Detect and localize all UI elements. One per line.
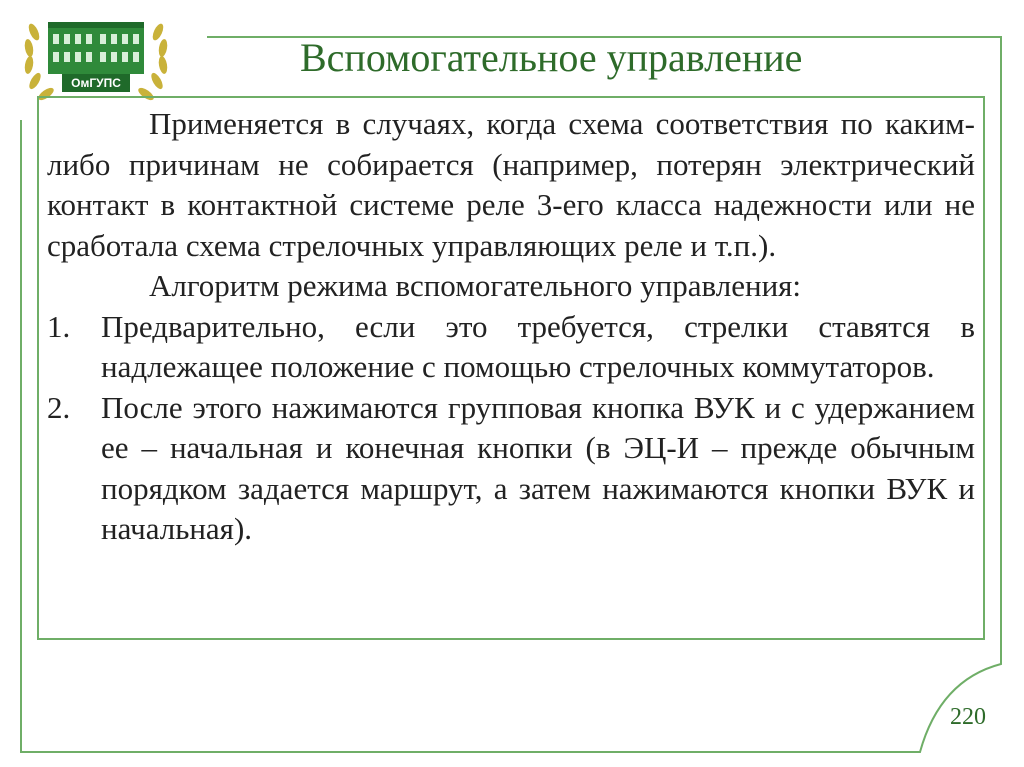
step-number: 2.: [47, 389, 71, 425]
algorithm-heading: Алгоритм режима вспомогательного управления:: [149, 268, 802, 303]
list-item: [47, 307, 975, 388]
page-number: 220: [950, 704, 986, 730]
algorithm-steps: [47, 307, 975, 550]
step-number: 1.: [47, 308, 71, 344]
slide-body: [47, 104, 975, 550]
logo-text: ОмГУПС: [71, 76, 121, 90]
list-item: [47, 388, 975, 550]
step-text: После этого нажимаются групповая кнопка ВУК и с удержанием ее – начальная и конечная кнопки (в ЭЦ-И – прежде обычным порядком задается маршрут, а затем нажимаются кнопки ВУК и начальная).: [101, 389, 975, 546]
university-logo-icon: [18, 12, 174, 108]
slide-title: Вспомогательное управление: [300, 35, 803, 80]
intro-paragraph: Применяется в случаях, когда схема соответствия по каким-либо причинам не собирается (например, потерян электрический контакт в контактной системе реле 3-его класса надежности или не сработала схема стрелочных управляющих реле и т.п.).: [47, 106, 975, 263]
step-text: Предварительно, если это требуется, стрелки ставятся в надлежащее положение с помощью стрелочных коммутаторов.: [101, 308, 975, 384]
